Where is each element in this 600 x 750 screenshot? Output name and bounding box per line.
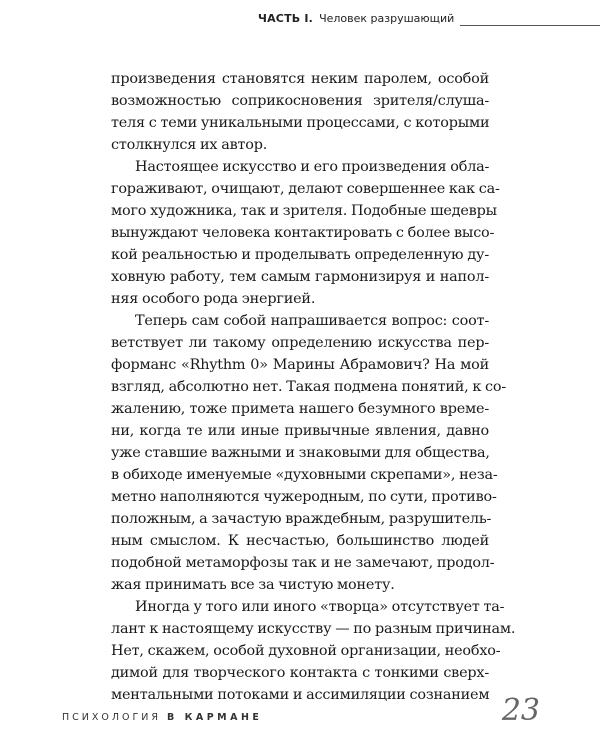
text-line: димой для творческого контакта с тонкими сверх- xyxy=(111,665,489,681)
text-line: мого художника, так и зрителя. Подобные шедевры xyxy=(111,203,497,219)
text-line: форманс «Rhythm 0» Марины Абрамович? На мой xyxy=(111,357,489,373)
text-line: теля с теми уникальными процессами, с которыми xyxy=(111,115,490,131)
text-line: гораживают, очищают, делают совершеннее как са- xyxy=(111,181,500,197)
header-rule xyxy=(460,12,600,26)
text-line: вынуждают человека контактировать с более высо- xyxy=(111,225,495,241)
text-line: няя особого рода энергией. xyxy=(111,291,316,307)
chapter-title: Человек разрушающий xyxy=(319,12,455,25)
text-line: в обиходе именуемые «духовными скрепами», неза- xyxy=(111,467,498,483)
running-header xyxy=(258,12,600,28)
text-line: Нет, скажем, особой духовной организации, необхо- xyxy=(111,643,501,659)
text-line: жалению, тоже примета нашего безумного време- xyxy=(111,401,489,417)
text-line: столкнулся их автор. xyxy=(111,137,268,153)
text-line: метно наполняются чужеродным, по сути, противо- xyxy=(111,489,497,505)
series-title-bold: В КАРМАНЕ xyxy=(167,712,263,723)
paragraph xyxy=(111,596,516,706)
paragraph xyxy=(111,156,500,310)
text-line: Иногда у того или иного «творца» отсутствует та- xyxy=(135,599,505,615)
text-line: подобной метаморфозы так и не замечают, продол- xyxy=(111,555,495,571)
text-line: Теперь сам собой напрашивается вопрос: соот- xyxy=(135,313,489,329)
paragraph xyxy=(111,68,489,156)
page-number: 23 xyxy=(501,693,540,728)
text-line: положным, а зачастую враждебным, разрушитель- xyxy=(111,511,492,527)
text-line: жая принимать все за чистую монету. xyxy=(111,577,395,593)
text-line: взгляд, абсолютно нет. Такая подмена понятий, к со- xyxy=(111,379,507,395)
text-line: возможностью соприкосновения зрителя/слуша- xyxy=(111,93,489,109)
text-line: уже ставшие важными и знаковыми для общества, xyxy=(111,445,490,461)
text-line: Настоящее искусство и его произведения обла- xyxy=(135,159,490,175)
text-line: произведения становятся неким паролем, особой xyxy=(111,71,489,87)
text-line: кой реальностью и проделывать определенную ду- xyxy=(111,247,489,263)
text-line: ветствует ли такому определению искусства пер- xyxy=(111,335,489,351)
body-text xyxy=(111,68,516,706)
text-line: ным смыслом. К несчастью, большинство людей xyxy=(111,533,489,549)
text-line: лант к настоящему искусству — по разным причинам. xyxy=(111,621,516,637)
text-line: ховную работу, тем самым гармонизируя и напол- xyxy=(111,269,489,285)
part-label: ЧАСТЬ I. xyxy=(258,12,314,25)
text-line: ни, когда те или иные привычные явления, давно xyxy=(111,423,489,439)
series-title-regular: ПСИХОЛОГИЯ xyxy=(62,712,161,723)
paragraph xyxy=(111,310,507,596)
series-title xyxy=(62,712,262,723)
text-line: ментальными потоками и ассимиляции сознанием xyxy=(111,687,490,703)
